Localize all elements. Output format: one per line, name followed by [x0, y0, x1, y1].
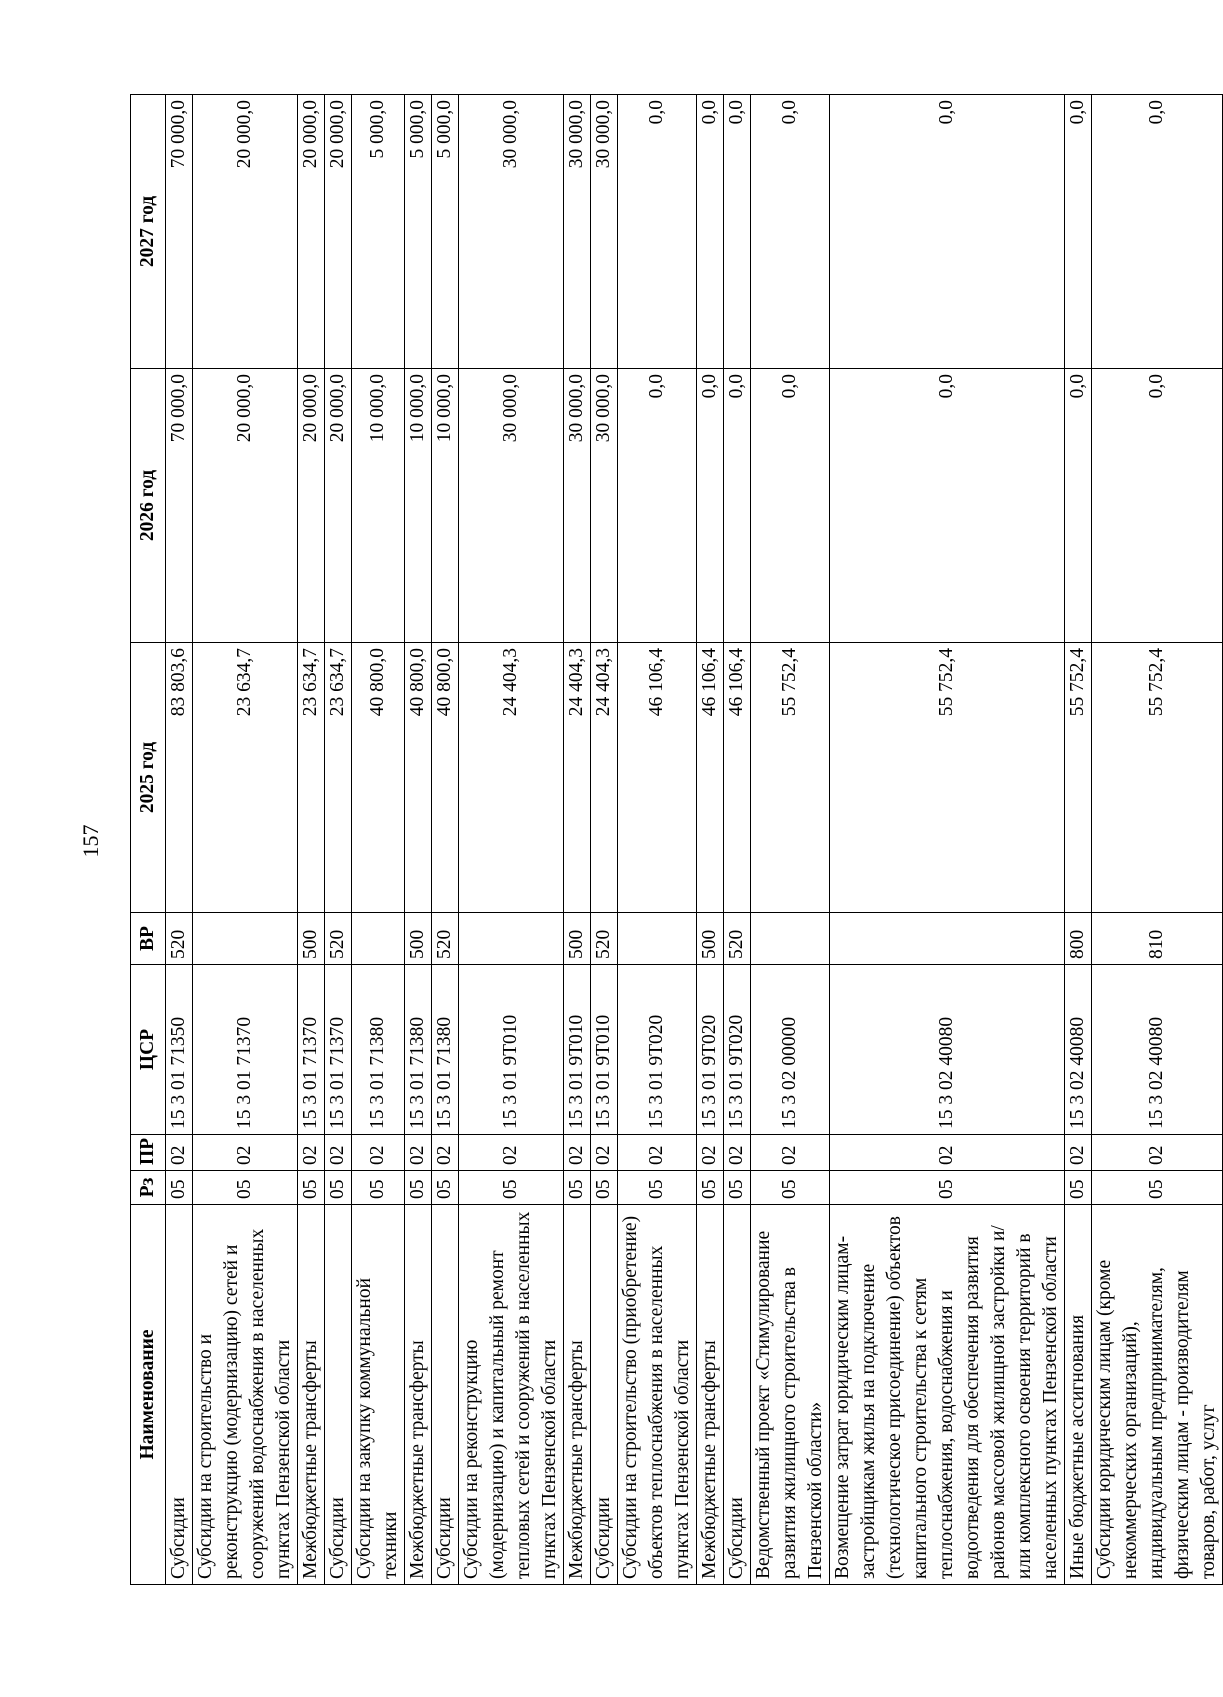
cell-2025: 55 752,4	[1092, 643, 1223, 913]
cell-pr: 02	[564, 1135, 591, 1171]
cell-pr: 02	[405, 1135, 432, 1171]
table-row	[1065, 95, 1092, 1585]
cell-2025: 24 404,3	[591, 643, 618, 913]
cell-name: Возмещение затрат юридическим лицам-застройщикам жилья на подключение (технологическое присоединение) объектов капитального строительства к сетям теплоснабжения, водоснабжения и водоотведения для обеспечения развития районов массовой жилищной застройки и/или комплексного освоения территорий в населенных пунктах Пензенской области	[830, 1205, 1065, 1585]
table-row	[830, 95, 1065, 1585]
cell-rz: 05	[459, 1171, 564, 1205]
cell-csr: 15 3 01 71370	[325, 965, 352, 1135]
cell-vr	[751, 913, 830, 965]
header-2026: 2026 год	[131, 369, 166, 643]
cell-name: Субсидии юридическим лицам (кроме некоммерческих организаций), индивидуальным предпринимателям, физическим лицам - производителям товаров, работ, услуг	[1092, 1205, 1223, 1585]
cell-pr: 02	[1065, 1135, 1092, 1171]
cell-name: Межбюджетные трансферты	[405, 1205, 432, 1585]
cell-rz: 05	[298, 1171, 325, 1205]
cell-rz: 05	[166, 1171, 193, 1205]
cell-name: Межбюджетные трансферты	[697, 1205, 724, 1585]
cell-2025: 46 106,4	[618, 643, 697, 913]
header-vr: ВР	[131, 913, 166, 965]
cell-pr: 02	[325, 1135, 352, 1171]
cell-vr: 500	[697, 913, 724, 965]
header-csr: ЦСР	[131, 965, 166, 1135]
table-row	[1092, 95, 1223, 1585]
cell-rz: 05	[751, 1171, 830, 1205]
cell-vr: 800	[1065, 913, 1092, 965]
cell-csr: 15 3 01 9Т010	[459, 965, 564, 1135]
cell-2027: 20 000,0	[193, 95, 298, 369]
cell-pr: 02	[432, 1135, 459, 1171]
table-row	[751, 95, 830, 1585]
header-row	[131, 95, 166, 1585]
cell-2027: 30 000,0	[564, 95, 591, 369]
cell-vr	[459, 913, 564, 965]
cell-csr: 15 3 01 9Т020	[724, 965, 751, 1135]
cell-2027: 0,0	[724, 95, 751, 369]
cell-csr: 15 3 01 71370	[193, 965, 298, 1135]
cell-2027: 0,0	[697, 95, 724, 369]
table-row	[697, 95, 724, 1585]
table-row	[724, 95, 751, 1585]
cell-2027: 0,0	[751, 95, 830, 369]
cell-rz: 05	[432, 1171, 459, 1205]
cell-2026: 30 000,0	[564, 369, 591, 643]
cell-pr: 02	[830, 1135, 1065, 1171]
cell-2026: 0,0	[1092, 369, 1223, 643]
cell-2027: 0,0	[830, 95, 1065, 369]
table-row	[325, 95, 352, 1585]
cell-name: Субсидии на строительство и реконструкцию (модернизацию) сетей и сооружений водоснабжения в населенных пунктах Пензенской области	[193, 1205, 298, 1585]
cell-pr: 02	[751, 1135, 830, 1171]
cell-pr: 02	[352, 1135, 405, 1171]
cell-rz: 05	[352, 1171, 405, 1205]
cell-rz: 05	[618, 1171, 697, 1205]
rotated-table-container	[130, 95, 1219, 1585]
cell-2025: 46 106,4	[697, 643, 724, 913]
cell-2025: 23 634,7	[325, 643, 352, 913]
table-row	[298, 95, 325, 1585]
cell-csr: 15 3 01 71370	[298, 965, 325, 1135]
cell-vr	[193, 913, 298, 965]
cell-vr: 500	[405, 913, 432, 965]
cell-vr: 810	[1092, 913, 1223, 965]
header-pr: ПР	[131, 1135, 166, 1171]
cell-2026: 10 000,0	[352, 369, 405, 643]
cell-csr: 15 3 01 71380	[352, 965, 405, 1135]
cell-2027: 5 000,0	[405, 95, 432, 369]
table-row	[166, 95, 193, 1585]
cell-pr: 02	[618, 1135, 697, 1171]
cell-2025: 83 803,6	[166, 643, 193, 913]
cell-csr: 15 3 02 00000	[751, 965, 830, 1135]
cell-2026: 30 000,0	[591, 369, 618, 643]
cell-vr: 500	[564, 913, 591, 965]
cell-2025: 55 752,4	[751, 643, 830, 913]
cell-csr: 15 3 02 40080	[1092, 965, 1223, 1135]
cell-2027: 20 000,0	[298, 95, 325, 369]
cell-pr: 02	[724, 1135, 751, 1171]
cell-2025: 40 800,0	[352, 643, 405, 913]
cell-csr: 15 3 02 40080	[1065, 965, 1092, 1135]
cell-2026: 0,0	[751, 369, 830, 643]
cell-pr: 02	[193, 1135, 298, 1171]
cell-rz: 05	[1092, 1171, 1223, 1205]
cell-2026: 0,0	[724, 369, 751, 643]
cell-rz: 05	[830, 1171, 1065, 1205]
cell-csr: 15 3 01 9Т020	[697, 965, 724, 1135]
table-row	[618, 95, 697, 1585]
cell-name: Межбюджетные трансферты	[298, 1205, 325, 1585]
cell-rz: 05	[405, 1171, 432, 1205]
cell-2025: 55 752,4	[1065, 643, 1092, 913]
cell-2026: 0,0	[618, 369, 697, 643]
cell-2027: 5 000,0	[352, 95, 405, 369]
cell-2025: 24 404,3	[564, 643, 591, 913]
cell-pr: 02	[166, 1135, 193, 1171]
table-body	[166, 95, 1223, 1585]
cell-name: Субсидии	[166, 1205, 193, 1585]
cell-2026: 20 000,0	[193, 369, 298, 643]
cell-vr: 520	[591, 913, 618, 965]
cell-csr: 15 3 01 9Т010	[591, 965, 618, 1135]
cell-2027: 0,0	[618, 95, 697, 369]
cell-2027: 30 000,0	[459, 95, 564, 369]
cell-2025: 23 634,7	[298, 643, 325, 913]
cell-vr: 520	[325, 913, 352, 965]
cell-2025: 23 634,7	[193, 643, 298, 913]
cell-2027: 20 000,0	[325, 95, 352, 369]
table-row	[591, 95, 618, 1585]
table-row	[405, 95, 432, 1585]
cell-2027: 0,0	[1065, 95, 1092, 369]
header-name: Наименование	[131, 1205, 166, 1585]
table-row	[459, 95, 564, 1585]
table-row	[352, 95, 405, 1585]
table-row	[432, 95, 459, 1585]
cell-2026: 30 000,0	[459, 369, 564, 643]
cell-csr: 15 3 01 9Т010	[564, 965, 591, 1135]
cell-name: Субсидии на закупку коммунальной техники	[352, 1205, 405, 1585]
cell-name: Иные бюджетные ассигнования	[1065, 1205, 1092, 1585]
cell-name: Субсидии на строительство (приобретение) объектов теплоснабжения в населенных пунктах Пензенской области	[618, 1205, 697, 1585]
cell-rz: 05	[1065, 1171, 1092, 1205]
cell-2027: 0,0	[1092, 95, 1223, 369]
cell-pr: 02	[459, 1135, 564, 1171]
cell-rz: 05	[591, 1171, 618, 1205]
header-2025: 2025 год	[131, 643, 166, 913]
table-row	[193, 95, 298, 1585]
cell-rz: 05	[193, 1171, 298, 1205]
cell-2026: 10 000,0	[405, 369, 432, 643]
cell-2026: 0,0	[697, 369, 724, 643]
cell-pr: 02	[1092, 1135, 1223, 1171]
cell-2025: 24 404,3	[459, 643, 564, 913]
cell-csr: 15 3 01 71350	[166, 965, 193, 1135]
header-2027: 2027 год	[131, 95, 166, 369]
cell-2025: 55 752,4	[830, 643, 1065, 913]
cell-name: Межбюджетные трансферты	[564, 1205, 591, 1585]
cell-name: Субсидии	[325, 1205, 352, 1585]
cell-csr: 15 3 01 71380	[405, 965, 432, 1135]
cell-2025: 46 106,4	[724, 643, 751, 913]
cell-2025: 40 800,0	[432, 643, 459, 913]
cell-2026: 20 000,0	[298, 369, 325, 643]
cell-rz: 05	[325, 1171, 352, 1205]
cell-vr: 500	[298, 913, 325, 965]
cell-vr	[618, 913, 697, 965]
cell-vr: 520	[166, 913, 193, 965]
cell-rz: 05	[564, 1171, 591, 1205]
cell-2026: 70 000,0	[166, 369, 193, 643]
cell-2026: 0,0	[830, 369, 1065, 643]
cell-rz: 05	[697, 1171, 724, 1205]
page-number: 157	[78, 824, 103, 858]
cell-vr	[830, 913, 1065, 965]
cell-rz: 05	[724, 1171, 751, 1205]
cell-name: Субсидии	[432, 1205, 459, 1585]
cell-name: Ведомственный проект «Стимулирование развития жилищного строительства в Пензенской области»	[751, 1205, 830, 1585]
cell-csr: 15 3 02 40080	[830, 965, 1065, 1135]
cell-csr: 15 3 01 9Т020	[618, 965, 697, 1135]
cell-pr: 02	[697, 1135, 724, 1171]
cell-pr: 02	[298, 1135, 325, 1171]
header-rz: Рз	[131, 1171, 166, 1205]
table-row	[564, 95, 591, 1585]
cell-vr: 520	[724, 913, 751, 965]
cell-2027: 70 000,0	[166, 95, 193, 369]
cell-name: Субсидии	[724, 1205, 751, 1585]
cell-2026: 0,0	[1065, 369, 1092, 643]
cell-vr	[352, 913, 405, 965]
cell-csr: 15 3 01 71380	[432, 965, 459, 1135]
cell-2026: 20 000,0	[325, 369, 352, 643]
cell-2025: 40 800,0	[405, 643, 432, 913]
cell-name: Субсидии на реконструкцию (модернизацию) и капитальный ремонт тепловых сетей и сооружений в населенных пунктах Пензенской области	[459, 1205, 564, 1585]
cell-name: Субсидии	[591, 1205, 618, 1585]
budget-table	[130, 94, 1223, 1585]
cell-pr: 02	[591, 1135, 618, 1171]
cell-2027: 5 000,0	[432, 95, 459, 369]
cell-vr: 520	[432, 913, 459, 965]
cell-2026: 10 000,0	[432, 369, 459, 643]
cell-2027: 30 000,0	[591, 95, 618, 369]
